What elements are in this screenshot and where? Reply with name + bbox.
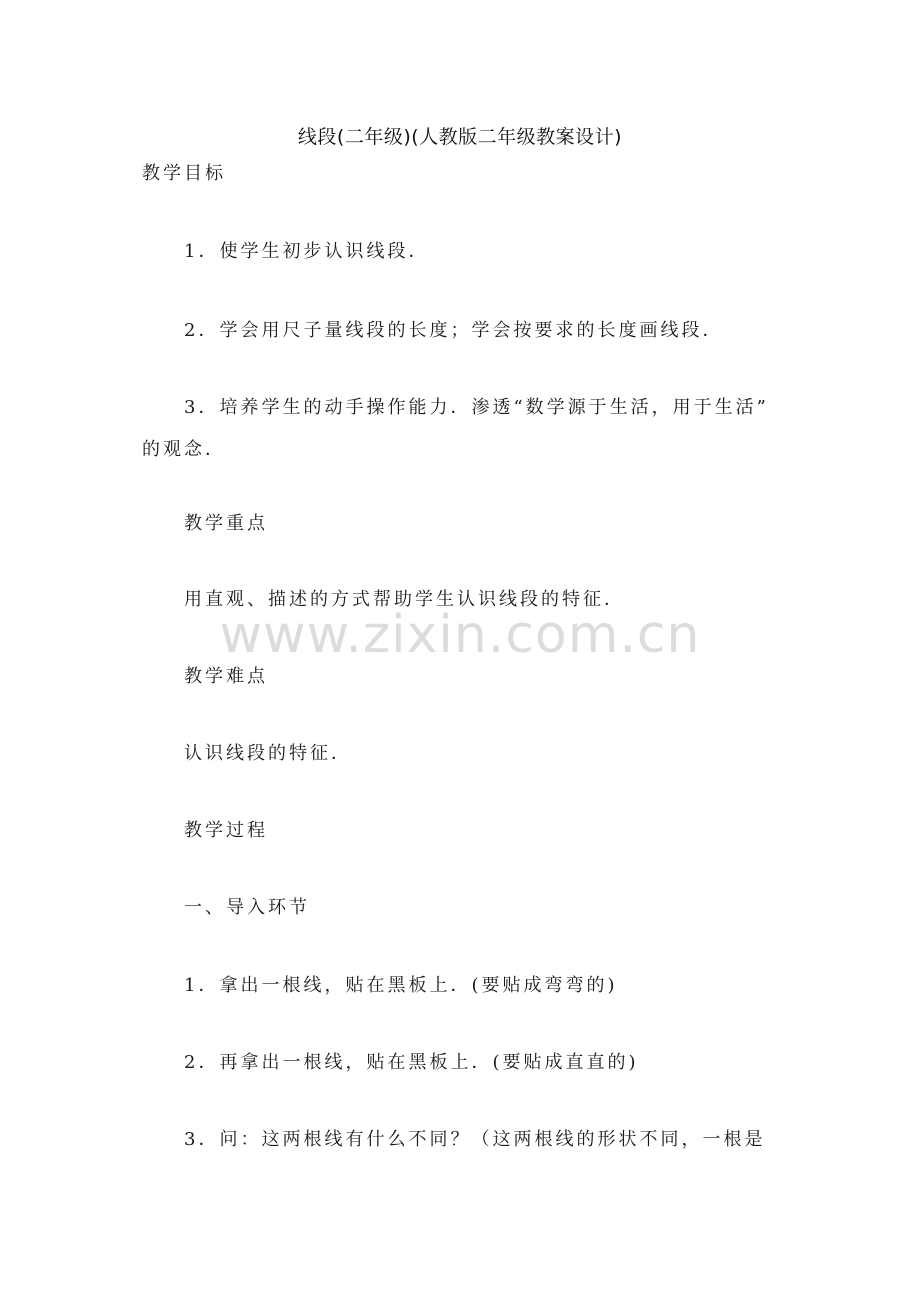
intro-step-1: 1．拿出一根线，贴在黑板上．(要贴成弯弯的) xyxy=(184,975,618,996)
intro-step-2: 2．再拿出一根线，贴在黑板上．(要贴成直直的) xyxy=(184,1052,639,1073)
goal-item-3: 3．培养学生的动手操作能力．渗透“数学源于生活，用于生活” xyxy=(184,397,769,418)
difficulties-text: 认识线段的特征． xyxy=(184,743,352,764)
heading-teaching-goals: 教学目标 xyxy=(142,163,226,184)
heading-teaching-process: 教学过程 xyxy=(184,820,268,841)
goal-item-1: 1．使学生初步认识线段． xyxy=(184,241,430,262)
heading-difficulties: 教学难点 xyxy=(184,666,268,687)
goal-item-3-continued: 的观念． xyxy=(142,439,226,460)
section-intro: 一、导入环节 xyxy=(184,897,310,918)
heading-key-points: 教学重点 xyxy=(184,513,268,534)
goal-item-2: 2．学会用尺子量线段的长度；学会按要求的长度画线段． xyxy=(184,320,724,341)
intro-step-3: 3．问：这两根线有什么不同？（这两根线的形状不同，一根是 xyxy=(184,1129,766,1150)
key-points-text: 用直观、描述的方式帮助学生认识线段的特征． xyxy=(184,589,625,610)
watermark: www.zixin.com.cn xyxy=(219,605,701,665)
document-title: 线段(二年级)(人教版二年级教案设计) xyxy=(297,126,623,148)
